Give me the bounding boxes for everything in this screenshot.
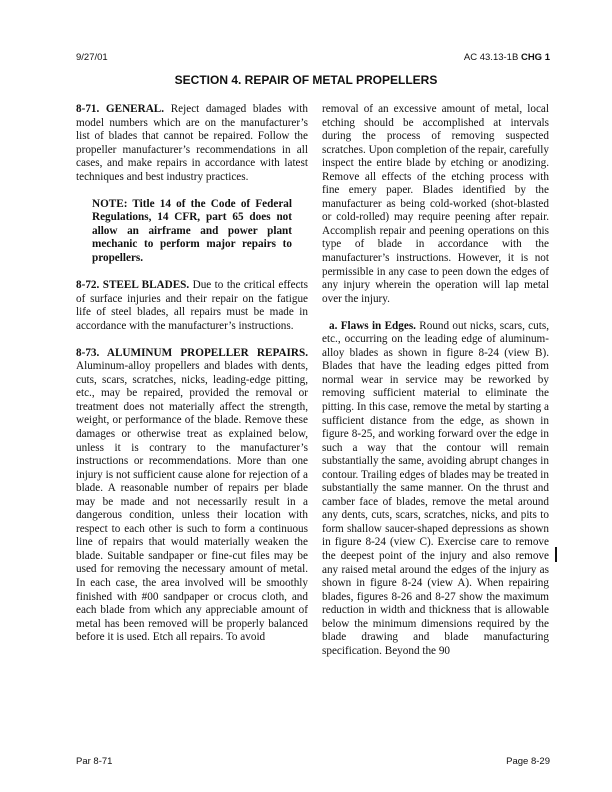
footer-page-number: Page 8-29	[506, 756, 550, 767]
paragraph-8-73a	[322, 320, 549, 659]
paragraph-8-71-heading: 8-71. GENERAL.	[76, 103, 165, 115]
header-date: 9/27/01	[76, 52, 108, 63]
header-ac-number: AC 43.13-1B	[463, 52, 519, 63]
revision-bar	[555, 547, 557, 562]
footer-paragraph-ref: Par 8-71	[76, 756, 113, 767]
paragraph-8-71-text: Reject damaged blades with model numbers which are on the manufacturer’s list of blades that cannot be repaired. Follow the propeller manufacturer’s recommendations in all cases, and make repairs in accordance with latest techniques and best industry practices.	[76, 103, 308, 183]
note-14-cfr-part-65: NOTE: Title 14 of the Code of Federal Regulations, 14 CFR, part 65 does not allow an airframe and power plant mechanic to perform major repairs to propellers.	[92, 197, 292, 264]
paragraph-8-73a-heading: a. Flaws in Edges.	[329, 319, 416, 332]
paragraph-8-73	[76, 347, 308, 645]
header-document-id	[464, 52, 550, 63]
section-title: SECTION 4. REPAIR OF METAL PROPELLERS	[174, 73, 438, 87]
right-column	[322, 103, 549, 658]
paragraph-8-71	[76, 103, 308, 184]
paragraph-8-73a-text: Round out nicks, scars, cuts, etc., occurring on the leading edge of aluminum-alloy blades as shown in figure 8-24 (view B). Blades that have the leading edges pitted from normal wear in service may be reworked by removing sufficient material to eliminate the pitting. In this case, remove the metal by starting a sufficient distance from the edge, as shown in figure 8-25, and working forward over the edge in such a way that the contour will remain substantially the same, avoiding abrupt changes in contour. Trailing edges of blades may be treated in substantially the same manner. On the thrust and camber face of blades, remove the metal around any dents, cuts, scars, scratches, nicks, and pits to form shallow saucer-shaped depressions as shown in figure 8-24 (view C). Exercise care to remove the deepest point of the injury and also remove any raised metal around the edges of the injury as shown in figure 8-24 (view A). When repairing blades, figures 8-26 and 8-27 show the maximum reduction in width and thickness that is allowable below the minimum dimensions required by the blade drawing and blade manufacturing specification. Beyond the 90	[322, 319, 549, 657]
paragraph-8-72-text: Due to the critical effects of surface injuries and their repair on the fatigue life of steel blades, all repairs must be made in accordance with the manufacturer’s instructions.	[76, 279, 309, 332]
paragraph-8-72-heading: 8-72. STEEL BLADES.	[76, 279, 190, 292]
paragraph-8-72	[76, 279, 308, 333]
paragraph-8-73-continuation: removal of an excessive amount of metal, local etching should be accomplished at intervals during the process of removing suspected scratches. Upon completion of the repair, carefully inspect the entire blade by etching or anodizing. Remove all effects of the etching process with fine emery paper. Blades identified by the manufacturer as being cold-worked (shot-blasted or cold-rolled) may require peening after repair. Accomplish repair and peening operations on this type of blade in accordance with the manufacturer’s instructions. However, it is not permissible in any case to peen down the edges of any injury wherein the operation will lap metal over the injury.	[322, 103, 549, 305]
left-column	[76, 103, 308, 645]
paragraph-8-73-heading: 8-73. ALUMINUM PROPELLER REPAIRS.	[76, 346, 308, 359]
paragraph-8-73-text: Aluminum-alloy propellers and blades with dents, cuts, scars, scratches, nicks, leading-edge pitting, etc., may be repaired, provided the removal or treatment does not materially affect the strength, weight, or performance of the blade. Remove these damages or otherwise treat as explained below, unless it is contrary to the manufacturer’s instructions or recommendations. More than one injury is not sufficient cause alone for rejection of a blade. A reasonable number of repairs per blade may be made and not necessarily result in a dangerous condition, unless their location with respect to each other is such to form a continuous line of repairs that would materially weaken the blade. Suitable sandpaper or fine-cut files may be used for removing the necessary amount of metal. In each case, the area involved will be smoothly finished with #00 sandpaper or crocus cloth, and each blade from which any appreciable amount of metal has been removed will be properly balanced before it is used. Etch all repairs. To avoid	[76, 360, 308, 644]
header-change: CHG 1	[520, 52, 550, 63]
